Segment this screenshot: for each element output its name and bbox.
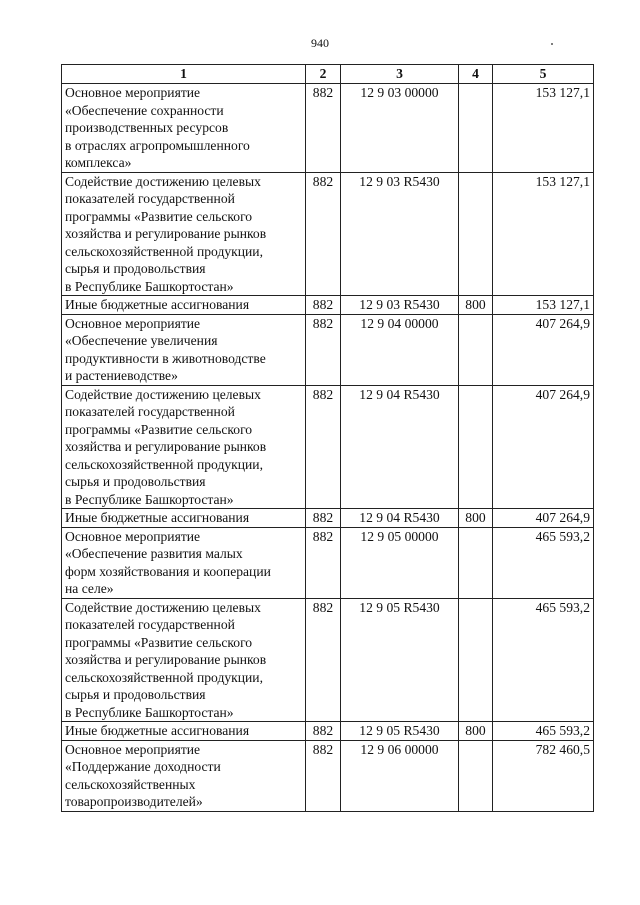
- target-code-cell: 12 9 03 R5430: [341, 296, 459, 315]
- ministry-code-cell: 882: [306, 722, 341, 741]
- row-name-line: «Обеспечение развития малых: [65, 546, 243, 561]
- row-name-line: и растениеводстве»: [65, 368, 178, 383]
- row-name-line: «Обеспечение сохранности: [65, 102, 224, 118]
- scan-dot: [551, 43, 553, 45]
- row-name-line: в Республике Башкортостан»: [65, 278, 234, 294]
- page-number: 940: [311, 36, 329, 50]
- target-code-cell: 12 9 05 R5430: [341, 598, 459, 722]
- target-code-cell: 12 9 05 R5430: [341, 722, 459, 741]
- amount-cell: 153 127,1: [493, 84, 594, 173]
- amount-cell: 407 264,9: [493, 314, 594, 385]
- ministry-code-cell: 882: [306, 172, 341, 296]
- row-name-line: показателей государственной: [65, 617, 235, 632]
- table-row: [62, 385, 594, 509]
- header-cell-1: 1: [62, 65, 306, 84]
- row-name-line: показателей государственной: [65, 191, 235, 206]
- row-name-line: программы «Развитие сельского: [65, 634, 253, 650]
- header-row: [62, 65, 594, 84]
- row-name-cell: [62, 527, 306, 598]
- row-name-line: показателей государственной: [65, 404, 235, 419]
- row-name-line: в Республике Башкортостан»: [65, 704, 234, 720]
- ministry-code-cell: 882: [306, 84, 341, 173]
- row-name-line: продуктивности в животноводстве: [65, 350, 266, 366]
- row-name-line: сырья и продовольствия: [65, 474, 206, 489]
- row-name-cell: [62, 598, 306, 722]
- row-name-line: Основное мероприятие: [65, 85, 201, 100]
- row-name-line: программы «Развитие сельского: [65, 208, 253, 224]
- row-name-line: Иные бюджетные ассигнования: [65, 297, 250, 312]
- target-code-cell: 12 9 04 R5430: [341, 509, 459, 528]
- amount-cell: 407 264,9: [493, 509, 594, 528]
- expense-type-cell: [459, 84, 493, 173]
- row-name-line: Иные бюджетные ассигнования: [65, 723, 250, 738]
- header-cell-3: 3: [341, 65, 459, 84]
- ministry-code-cell: 882: [306, 509, 341, 528]
- target-code-cell: 12 9 04 00000: [341, 314, 459, 385]
- row-name-line: в отраслях агропромышленного: [65, 137, 250, 153]
- row-name-line: в Республике Башкортостан»: [65, 491, 234, 507]
- amount-cell: 153 127,1: [493, 172, 594, 296]
- row-name-line: форм хозяйствования и кооперации: [65, 563, 271, 579]
- row-name-line: сельскохозяйственной продукции,: [65, 243, 263, 259]
- row-name-line: сельскохозяйственных: [65, 776, 196, 792]
- row-name-cell: [62, 84, 306, 173]
- table-row: [62, 296, 594, 315]
- row-name-line: Основное мероприятие: [65, 528, 201, 544]
- row-name-line: сельскохозяйственной продукции,: [65, 456, 263, 472]
- expense-type-cell: 800: [459, 509, 493, 528]
- amount-cell: 153 127,1: [493, 296, 594, 315]
- row-name-line: на селе»: [65, 581, 114, 596]
- row-name-cell: [62, 172, 306, 296]
- row-name-line: программы «Развитие сельского: [65, 421, 253, 437]
- row-name-line: хозяйства и регулирование рынков: [65, 439, 267, 454]
- target-code-cell: 12 9 03 R5430: [341, 172, 459, 296]
- header-cell-2: 2: [306, 65, 341, 84]
- target-code-cell: 12 9 04 R5430: [341, 385, 459, 509]
- row-name-cell: [62, 385, 306, 509]
- table-body: [62, 84, 594, 812]
- row-name-line: хозяйства и регулирование рынков: [65, 226, 267, 241]
- ministry-code-cell: 882: [306, 385, 341, 509]
- expense-type-cell: [459, 314, 493, 385]
- row-name-line: Основное мероприятие: [65, 741, 201, 757]
- row-name-line: сырья и продовольствия: [65, 687, 206, 702]
- target-code-cell: 12 9 05 00000: [341, 527, 459, 598]
- ministry-code-cell: 882: [306, 314, 341, 385]
- header-cell-5: 5: [493, 65, 594, 84]
- amount-cell: 782 460,5: [493, 740, 594, 811]
- ministry-code-cell: 882: [306, 598, 341, 722]
- row-name-cell: [62, 314, 306, 385]
- expense-type-cell: 800: [459, 296, 493, 315]
- amount-cell: 465 593,2: [493, 722, 594, 741]
- row-name-line: сырья и продовольствия: [65, 261, 206, 276]
- expense-type-cell: [459, 740, 493, 811]
- amount-cell: 407 264,9: [493, 385, 594, 509]
- row-name-cell: [62, 740, 306, 811]
- row-name-line: Содействие достижению целевых: [65, 386, 261, 402]
- row-name-cell: [62, 296, 306, 315]
- expense-type-cell: [459, 385, 493, 509]
- expense-type-cell: [459, 598, 493, 722]
- ministry-code-cell: 882: [306, 740, 341, 811]
- amount-cell: 465 593,2: [493, 527, 594, 598]
- row-name-line: хозяйства и регулирование рынков: [65, 652, 267, 667]
- expense-type-cell: 800: [459, 722, 493, 741]
- expense-type-cell: [459, 172, 493, 296]
- row-name-line: «Обеспечение увеличения: [65, 333, 218, 348]
- row-name-line: товаропроизводителей»: [65, 794, 203, 809]
- table-row: [62, 740, 594, 811]
- budget-table: [61, 64, 594, 812]
- target-code-cell: 12 9 06 00000: [341, 740, 459, 811]
- row-name-line: производственных ресурсов: [65, 120, 229, 135]
- row-name-line: комплекса»: [65, 155, 132, 170]
- row-name-cell: [62, 509, 306, 528]
- table-row: [62, 172, 594, 296]
- table-row: [62, 314, 594, 385]
- table-row: [62, 598, 594, 722]
- ministry-code-cell: 882: [306, 296, 341, 315]
- row-name-line: Содействие достижению целевых: [65, 173, 261, 189]
- row-name-line: Содействие достижению целевых: [65, 599, 261, 615]
- row-name-cell: [62, 722, 306, 741]
- target-code-cell: 12 9 03 00000: [341, 84, 459, 173]
- expense-type-cell: [459, 527, 493, 598]
- amount-cell: 465 593,2: [493, 598, 594, 722]
- table-row: [62, 84, 594, 173]
- table-row: [62, 527, 594, 598]
- table-row: [62, 509, 594, 528]
- ministry-code-cell: 882: [306, 527, 341, 598]
- row-name-line: сельскохозяйственной продукции,: [65, 669, 263, 685]
- header-cell-4: 4: [459, 65, 493, 84]
- table-row: [62, 722, 594, 741]
- row-name-line: «Поддержание доходности: [65, 759, 221, 774]
- row-name-line: Основное мероприятие: [65, 315, 201, 331]
- row-name-line: Иные бюджетные ассигнования: [65, 510, 250, 525]
